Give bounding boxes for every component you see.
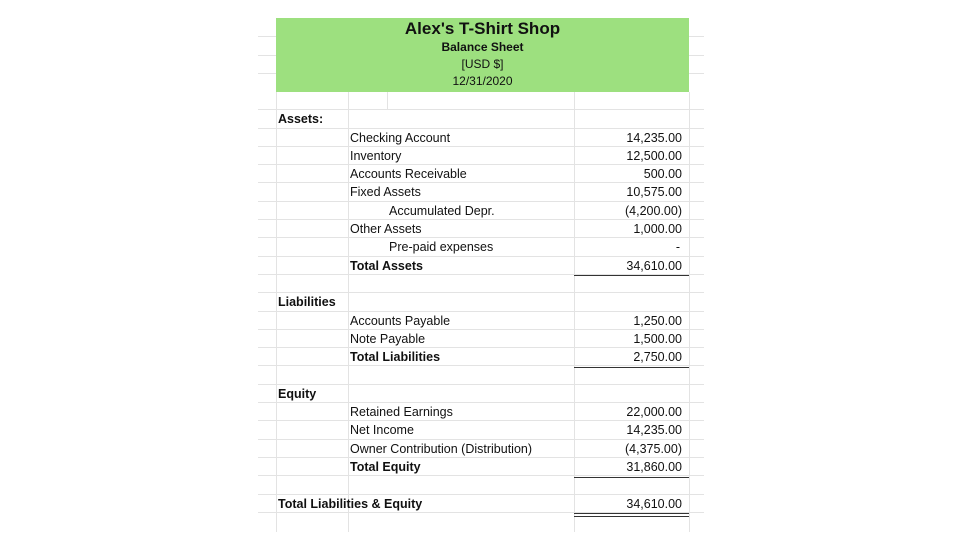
line-item-label: Accounts Receivable [350, 167, 467, 182]
double-underline [574, 513, 689, 517]
section-heading-row [258, 293, 704, 311]
grid-stub [258, 55, 276, 56]
line-item-label: Checking Account [350, 130, 451, 145]
line-item-label: Accounts Payable [350, 313, 451, 328]
grand-total-value: 34,610.00 [626, 496, 682, 511]
line-item-label: Accumulated Depr. [389, 203, 495, 218]
line-item-value: 14,235.00 [626, 423, 682, 438]
table-row [258, 147, 704, 165]
table-row [258, 183, 704, 201]
table-row [258, 440, 704, 458]
currency-label: [USD $] [461, 57, 504, 71]
equity-heading: Equity [278, 386, 317, 401]
total-liabilities-label: Total Liabilities [350, 350, 441, 365]
total-row [258, 458, 704, 476]
grid-stub [258, 36, 276, 37]
report-date: 12/31/2020 [452, 74, 513, 88]
grid-stub [689, 36, 704, 37]
table-row [258, 403, 704, 421]
report-subtitle: Balance Sheet [441, 40, 524, 54]
line-item-value: 10,575.00 [626, 185, 682, 200]
blank-row [258, 476, 704, 494]
total-row [258, 257, 704, 275]
line-item-value: (4,200.00) [625, 203, 682, 218]
line-item-value: 1,000.00 [633, 222, 682, 237]
blank-row [258, 92, 704, 110]
line-item-value: 12,500.00 [626, 148, 682, 163]
line-item-label: Net Income [350, 423, 414, 438]
section-heading-row [258, 110, 704, 128]
liabilities-heading: Liabilities [278, 295, 336, 310]
total-equity-label: Total Equity [350, 459, 421, 474]
table-row [258, 238, 704, 256]
line-item-value: - [675, 240, 680, 255]
line-item-value: (4,375.00) [625, 441, 682, 456]
total-assets-value: 34,610.00 [626, 258, 682, 273]
line-item-value: 22,000.00 [626, 405, 682, 420]
blank-row [258, 366, 704, 384]
table-row [258, 220, 704, 238]
section-heading-row [258, 385, 704, 403]
table-row [258, 202, 704, 220]
line-item-label: Owner Contribution (Distribution) [350, 441, 533, 456]
assets-heading: Assets: [278, 112, 324, 127]
total-underline [574, 275, 689, 276]
blank-row [258, 275, 704, 293]
line-item-label: Retained Earnings [350, 405, 453, 420]
total-row [258, 348, 704, 366]
table-row [258, 165, 704, 183]
grid-stub [258, 73, 276, 74]
grand-total-label: Total Liabilities & Equity [278, 496, 423, 511]
table-row [258, 421, 704, 439]
total-underline [574, 367, 689, 368]
sheet-header [276, 18, 689, 92]
line-item-label: Pre-paid expenses [389, 240, 494, 255]
table-row [258, 330, 704, 348]
company-title: Alex's T-Shirt Shop [404, 19, 561, 38]
line-item-value: 1,250.00 [633, 313, 682, 328]
grid-stub [689, 55, 704, 56]
line-item-value: 14,235.00 [626, 130, 682, 145]
grand-total-row [258, 495, 704, 513]
line-item-label: Note Payable [350, 331, 426, 346]
total-liabilities-value: 2,750.00 [633, 350, 682, 365]
grid-stub [689, 73, 704, 74]
table-row [258, 129, 704, 147]
line-item-label: Other Assets [350, 222, 422, 237]
line-item-value: 1,500.00 [633, 331, 682, 346]
total-underline [574, 477, 689, 478]
line-item-value: 500.00 [643, 167, 682, 182]
line-item-label: Inventory [350, 148, 402, 163]
total-equity-value: 31,860.00 [626, 459, 682, 474]
sheet-grid [258, 92, 704, 513]
table-row [258, 312, 704, 330]
line-item-label: Fixed Assets [350, 185, 421, 200]
total-assets-label: Total Assets [350, 258, 423, 273]
